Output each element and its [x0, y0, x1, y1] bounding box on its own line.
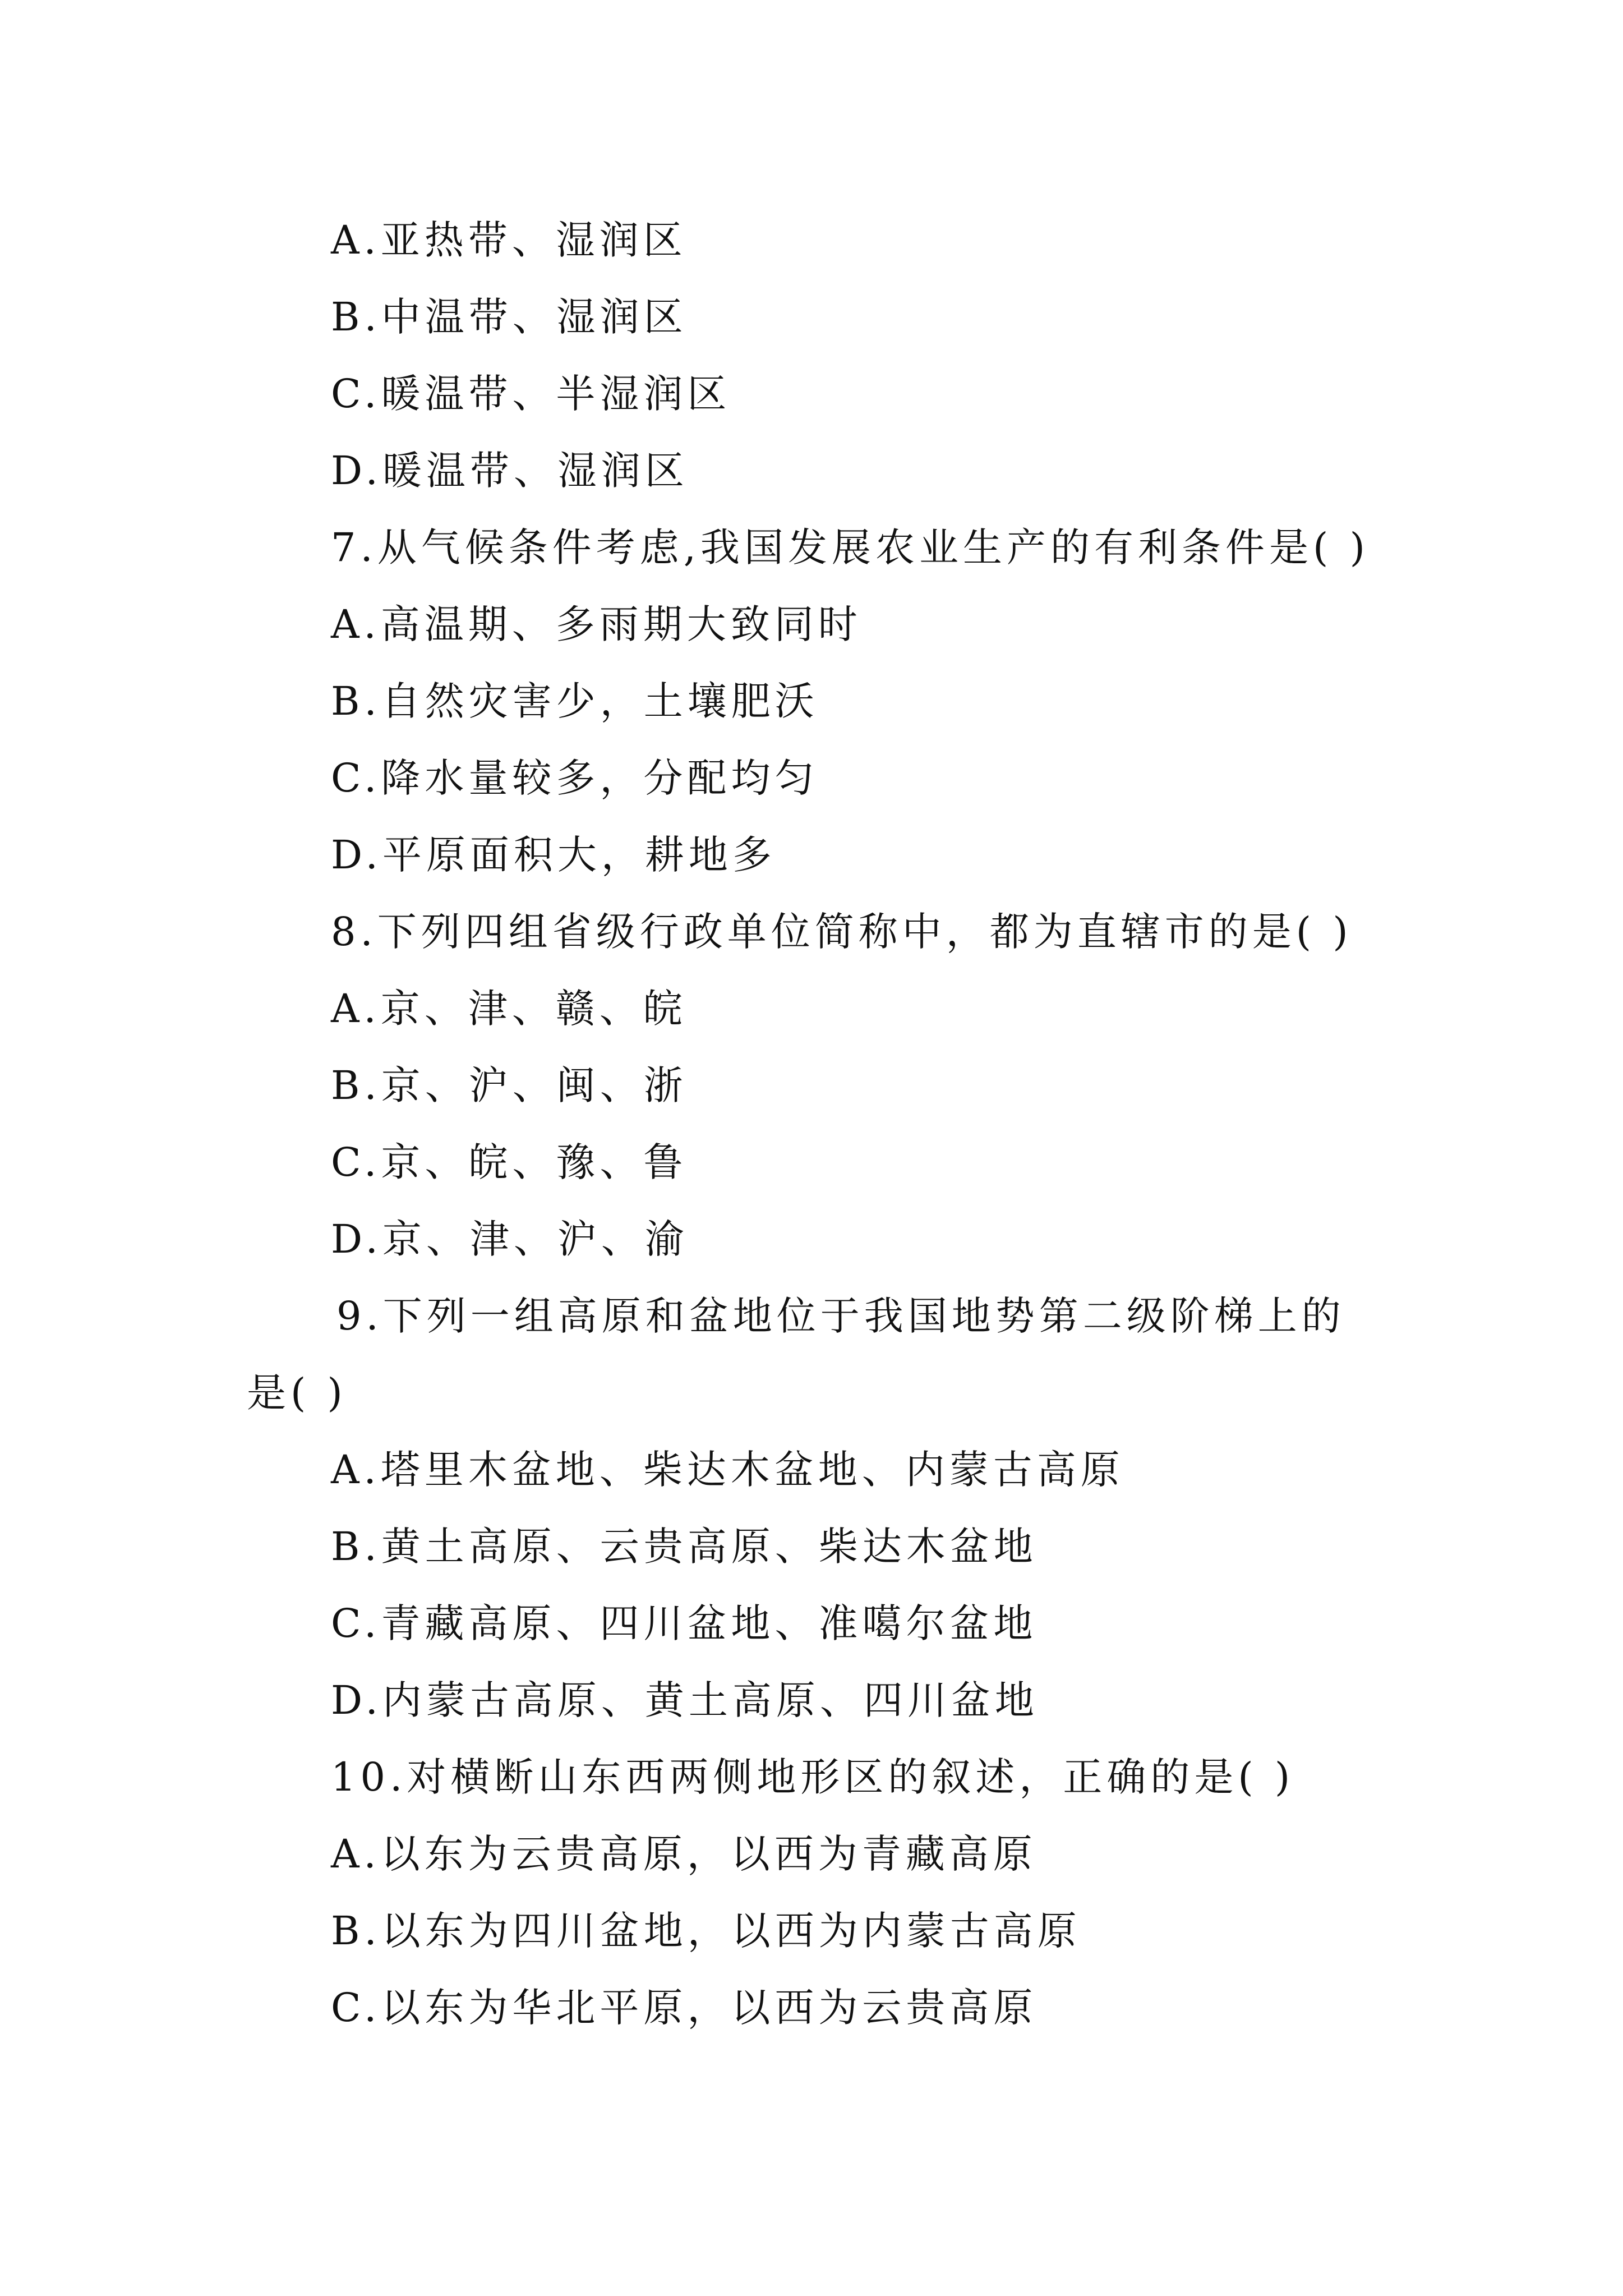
q7-option-b: B.自然灾害少，土壤肥沃 [331, 678, 819, 724]
q9-option-c: C.青藏高原、四川盆地、准噶尔盆地 [331, 1600, 1038, 1646]
q10-option-c: C.以东为华北平原，以西为云贵高原 [331, 1985, 1038, 2031]
q10-stem: 10.对横断山东西两侧地形区的叙述，正确的是( ) [331, 1754, 1295, 1800]
q7-option-a: A.高温期、多雨期大致同时 [331, 601, 862, 647]
q8-option-d: D.京、津、沪、渝 [331, 1216, 689, 1262]
q8-stem: 8.下列四组省级行政单位简称中，都为直辖市的是( ) [331, 909, 1353, 955]
q7-option-c: C.降水量较多，分配均匀 [331, 755, 819, 801]
q7-stem: 7.从气候条件考虑,我国发展农业生产的有利条件是( ) [331, 524, 1370, 570]
q10-option-b: B.以东为四川盆地，以西为内蒙古高原 [331, 1908, 1081, 1954]
q8-option-b: B.京、沪、闽、浙 [331, 1062, 688, 1108]
q9-stem: 9.下列一组高原和盆地位于我国地势第二级阶梯上的 [336, 1293, 1345, 1339]
q6-option-c: C.暖温带、半湿润区 [331, 371, 731, 417]
q9-option-a: A.塔里木盆地、柴达木盆地、内蒙古高原 [331, 1447, 1124, 1493]
q6-option-a: A.亚热带、湿润区 [331, 217, 687, 263]
q9-option-d: D.内蒙古高原、黄土高原、四川盆地 [331, 1677, 1039, 1723]
q6-option-b: B.中温带、湿润区 [331, 294, 688, 340]
q8-option-a: A.京、津、赣、皖 [331, 986, 687, 1032]
q9-stem-cont: 是( ) [247, 1370, 347, 1416]
q9-option-b: B.黄土高原、云贵高原、柴达木盆地 [331, 1524, 1038, 1570]
q6-option-d: D.暖温带、湿润区 [331, 448, 689, 494]
q8-option-c: C.京、皖、豫、鲁 [331, 1139, 688, 1185]
q10-option-a: A.以东为云贵高原，以西为青藏高原 [331, 1831, 1037, 1877]
q7-option-d: D.平原面积大，耕地多 [331, 832, 776, 878]
